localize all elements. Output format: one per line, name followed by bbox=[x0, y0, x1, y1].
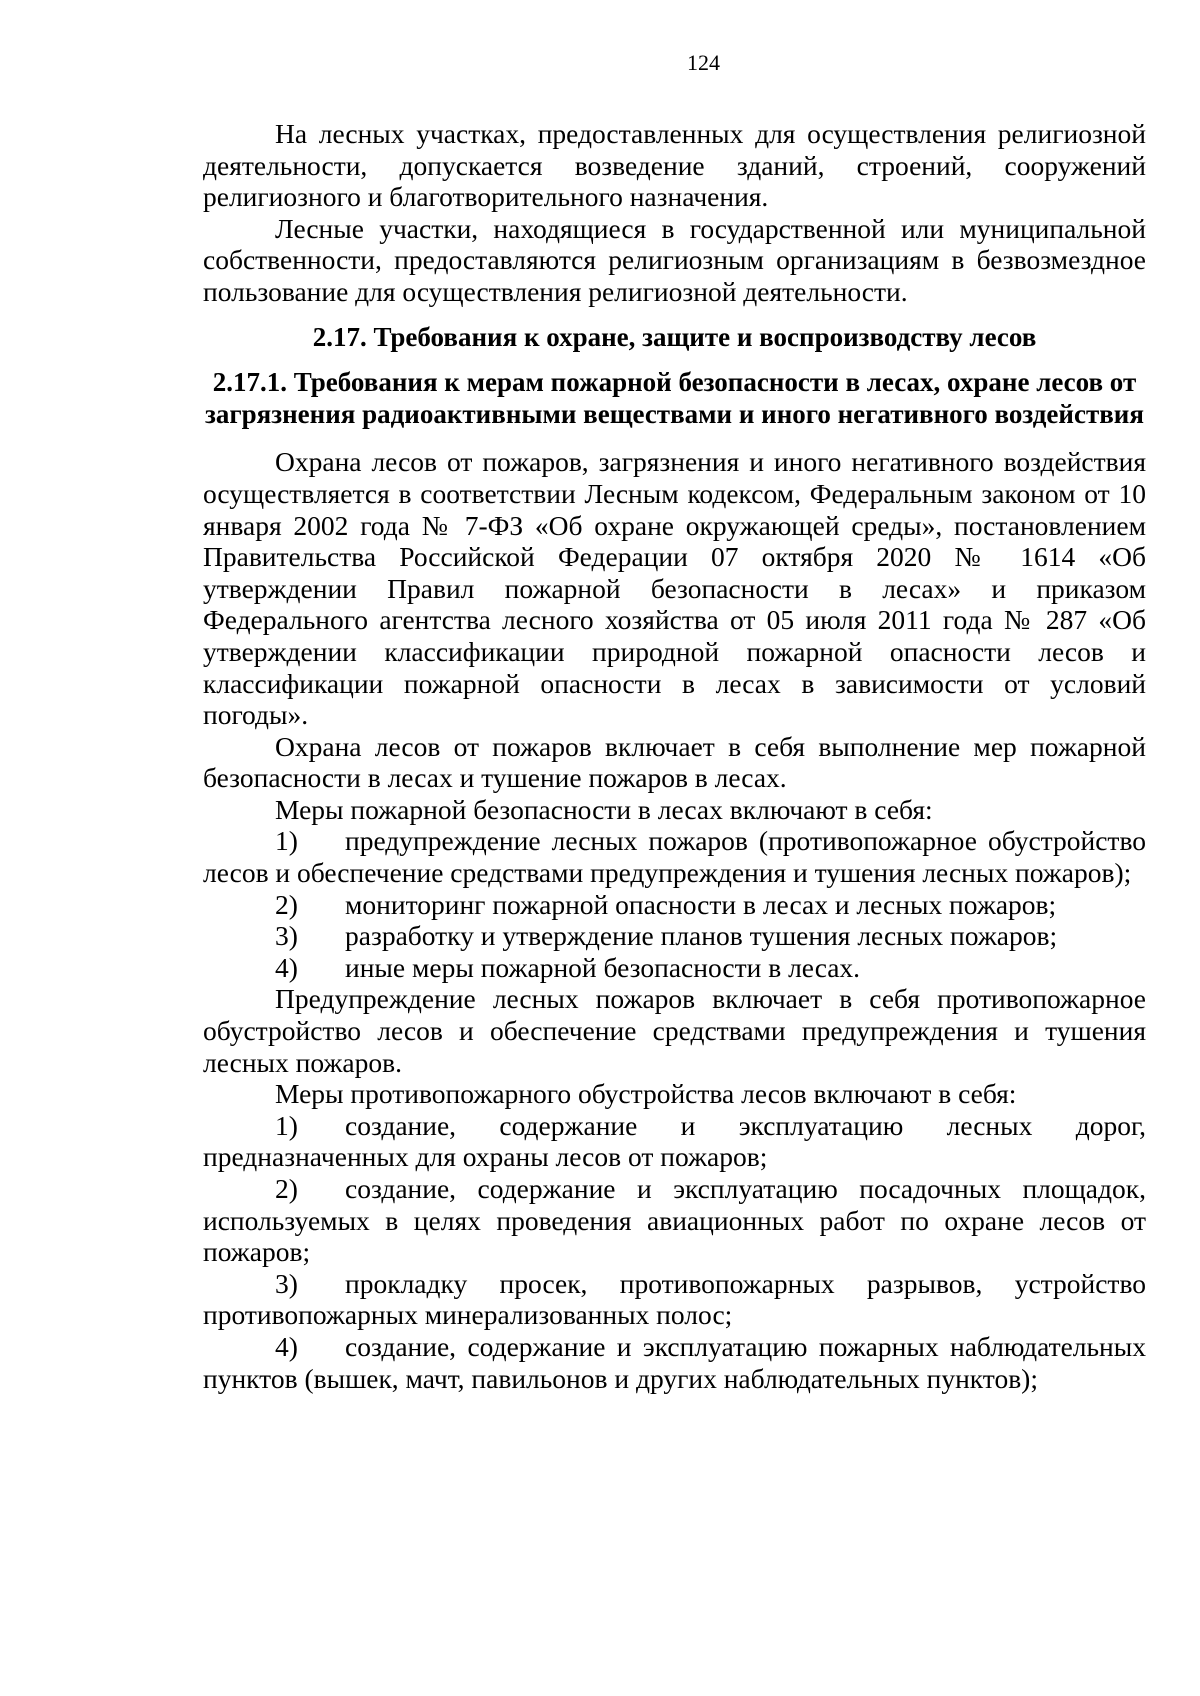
list-item-text: создание, содержание и эксплуатацию пожарных наблюдательных пунктов (вышек, мачт, павильонов и других наблюдательных пунктов); bbox=[203, 1330, 1146, 1394]
list-item-number: 2) bbox=[275, 1173, 298, 1204]
list-item bbox=[203, 1173, 1146, 1268]
document-page bbox=[203, 52, 1146, 1394]
list-item-number: 2) bbox=[275, 888, 298, 920]
body-paragraph-3: Меры пожарной безопасности в лесах включают в себя: bbox=[275, 793, 933, 825]
list-item bbox=[203, 889, 1146, 921]
list-item-text: иные меры пожарной безопасности в лесах. bbox=[345, 951, 861, 983]
body-paragraph-1: Охрана лесов от пожаров, загрязнения и иного негативного воздействия осуществляется в соответствии Лесным кодексом, Федеральным законом от 10 января 2002 года № 7-ФЗ «Об охране окружающей среды», постановлением Правительства Российской Федерации 07 октября 2020 № 1614 «Об утверждении Правил пожарной безопасности в лесах» и приказом Федерального агентства лесного хозяйства от 05 июля 2011 года № 287 «Об утверждении классификации природной пожарной опасности лесов и классификации пожарной опасности в лесах в зависимости от условий погоды». bbox=[203, 446, 1146, 731]
list-item-number: 1) bbox=[275, 1109, 298, 1141]
body-paragraph-4: Предупреждение лесных пожаров включает в себя противопожарное обустройство лесов и обеспечение средствами предупреждения и тушения лесных пожаров. bbox=[203, 983, 1146, 1078]
intro-paragraph-2: Лесные участки, находящиеся в государственной или муниципальной собственности, предоставляются религиозным организациям в безвозмездное пользование для осуществления религиозной деятельности. bbox=[203, 212, 1146, 307]
subsection-heading: 2.17.1. Требования к мерам пожарной безопасности в лесах, охране лесов от загрязнения радиоактивными веществами и иного негативного воздействия bbox=[205, 367, 1144, 429]
list-item-text: прокладку просек, противопожарных разрывов, устройство противопожарных минерализованных полос; bbox=[203, 1267, 1146, 1331]
intro-paragraph-1: На лесных участках, предоставленных для осуществления религиозной деятельности, допускается возведение зданий, строений, сооружений религиозного и благотворительного назначения. bbox=[203, 118, 1146, 213]
body-paragraph-5: Меры противопожарного обустройства лесов включают в себя: bbox=[275, 1078, 1017, 1110]
list-item-text: создание, содержание и эксплуатацию лесных дорог, предназначенных для охраны лесов от пожаров; bbox=[203, 1109, 1146, 1173]
page-number: 124 bbox=[687, 50, 720, 75]
list-item-text: разработку и утверждение планов тушения лесных пожаров; bbox=[345, 920, 1058, 952]
list-item bbox=[203, 1110, 1146, 1173]
list-item-text: предупреждение лесных пожаров (противопожарное обустройство лесов и обеспечение средствами предупреждения и тушения лесных пожаров); bbox=[203, 825, 1146, 889]
list-item-number: 3) bbox=[275, 920, 298, 952]
list-item-number: 3) bbox=[275, 1267, 298, 1299]
list-item bbox=[203, 952, 1146, 984]
list-item-number: 4) bbox=[275, 1330, 298, 1362]
list-item bbox=[203, 1268, 1146, 1331]
list-item bbox=[203, 1331, 1146, 1394]
list-item-text: мониторинг пожарной опасности в лесах и лесных пожаров; bbox=[345, 888, 1057, 920]
list-item-number: 4) bbox=[275, 951, 298, 983]
section-heading: 2.17. Требования к охране, защите и воспроизводству лесов bbox=[312, 321, 1037, 352]
list-item-number: 1) bbox=[275, 825, 298, 857]
body-paragraph-2: Охрана лесов от пожаров включает в себя выполнение мер пожарной безопасности в лесах и тушение пожаров в лесах. bbox=[203, 730, 1146, 794]
list-item-text: создание, содержание и эксплуатацию посадочных площадок, используемых в целях проведения авиационных работ по охране лесов от пожаров; bbox=[203, 1173, 1146, 1268]
list-item bbox=[203, 825, 1146, 888]
list-item bbox=[203, 920, 1146, 952]
